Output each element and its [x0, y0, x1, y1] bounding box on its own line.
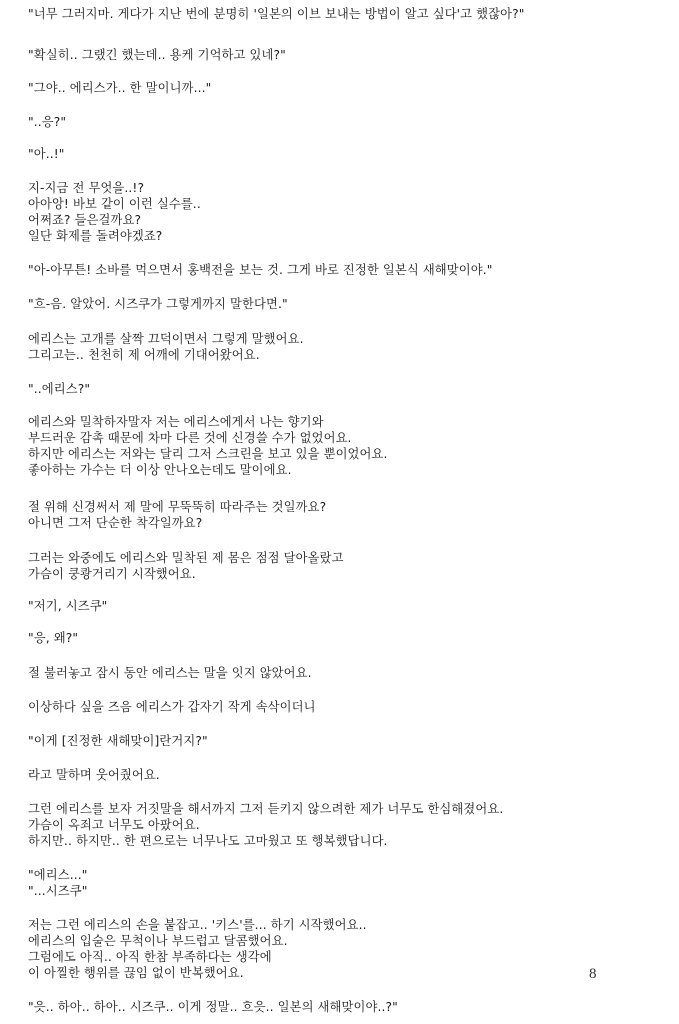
paragraph	[28, 262, 493, 278]
text-line: "이게 [진정한 새해맞이]란거지?"	[28, 734, 208, 748]
text-line: 절 위해 신경써서 제 말에 무뚝뚝히 따라주는 것일까요?	[28, 500, 327, 514]
text-line: "응, 왜?"	[28, 631, 79, 645]
text-line: "..응?"	[28, 115, 67, 129]
text-line: 어쩌죠? 들은걸까요?	[28, 213, 142, 227]
text-line: "흐-음. 알았어. 시즈쿠가 그렇게까지 말한다면."	[28, 297, 288, 311]
paragraph	[28, 867, 87, 899]
paragraph	[28, 630, 78, 646]
text-line: 저는 그런 에리스의 손을 붙잡고.. '키스'를... 하기 시작했어요..	[28, 918, 367, 932]
text-line: 이상하다 싶을 즈음 에리스가 갑자기 작게 속삭이더니	[28, 700, 316, 714]
text-line: 하지만.. 하지만.. 한 편으로는 너무나도 고마웠고 또 행복했답니다.	[28, 834, 388, 848]
paragraph	[28, 801, 503, 849]
paragraph	[28, 499, 326, 531]
paragraph	[28, 114, 66, 130]
paragraph	[28, 917, 367, 981]
paragraph	[28, 999, 398, 1015]
text-line: "읏.. 하아.. 하아.. 시즈쿠.. 이게 정말.. 흐읏.. 일본의 새해맞이야..?"	[28, 1000, 398, 1014]
paragraph	[28, 331, 304, 363]
text-line: "에리스..."	[28, 868, 88, 882]
text-line: 그럼에도 아직.. 아직 한참 부족하다는 생각에	[28, 950, 272, 964]
text-line: 하지만 에리스는 저와는 달리 그저 스크린을 보고 있을 뿐이었어요.	[28, 447, 388, 461]
page-number: 8	[589, 966, 597, 982]
paragraph	[28, 296, 288, 312]
text-line: "아..!"	[28, 147, 65, 161]
text-line: "확실히.. 그랬긴 했는데.. 용케 기억하고 있네?"	[28, 48, 286, 62]
paragraph	[28, 146, 65, 162]
paragraph	[28, 6, 524, 22]
text-line: 아아앙! 바보 같이 이런 실수를..	[28, 197, 201, 211]
text-line: 일단 화제를 돌려야겠죠?	[28, 229, 163, 243]
text-line: 아니면 그저 단순한 착각일까요?	[28, 516, 203, 530]
text-line: 좋아하는 가수는 더 이상 안나오는데도 말이에요.	[28, 463, 292, 477]
text-line: "..에리스?"	[28, 382, 91, 396]
text-line: 이 아찔한 행위를 끊임 없이 반복했어요.	[28, 966, 244, 980]
paragraph	[28, 665, 312, 681]
paragraph	[28, 598, 107, 614]
paragraph	[28, 414, 388, 478]
paragraph	[28, 767, 160, 783]
text-line: 지-지금 전 무엇을..!?	[28, 181, 145, 195]
text-line: "아-아무튼! 소바를 먹으면서 홍백전을 보는 것. 그게 바로 진정한 일본식 새해맞이야."	[28, 263, 493, 277]
text-line: 부드러운 감촉 때문에 차마 다른 것에 신경쓸 수가 없었어요.	[28, 431, 352, 445]
paragraph	[28, 699, 316, 715]
paragraph	[28, 381, 90, 397]
text-line: 그런 에리스를 보자 거짓말을 해서까지 그저 듣키지 않으려한 제가 너무도 한심해졌어요.	[28, 802, 504, 816]
paragraph	[28, 80, 211, 96]
paragraph	[28, 47, 286, 63]
text-line: 그러는 와중에도 에리스와 밀착된 제 몸은 점점 달아올랐고	[28, 551, 344, 565]
paragraph	[28, 550, 344, 582]
text-line: "그야.. 에리스가.. 한 말이니까..."	[28, 81, 212, 95]
text-line: 그리고는.. 천천히 제 어깨에 기대어왔어요.	[28, 348, 260, 362]
text-line: 에리스는 고개를 살짝 끄덕이면서 그렇게 말했어요.	[28, 332, 304, 346]
text-line: 절 불러놓고 잠시 동안 에리스는 말을 잇지 않았어요.	[28, 666, 312, 680]
text-line: "저기, 시즈쿠"	[28, 599, 108, 613]
text-line: "...시즈쿠"	[28, 884, 88, 898]
text-line: 가슴이 쿵쾅거리기 시작했어요.	[28, 567, 196, 581]
paragraph	[28, 180, 201, 244]
text-line: 에리스의 입술은 무척이나 부드럽고 달콤했어요.	[28, 934, 288, 948]
text-line: 에리스와 밀착하자말자 저는 에리스에게서 나는 향기와	[28, 415, 324, 429]
text-line: 가슴이 옥죄고 너무도 아팠어요.	[28, 818, 200, 832]
paragraph	[28, 733, 208, 749]
text-line: 라고 말하며 웃어줬어요.	[28, 768, 160, 782]
text-line: "너무 그러지마. 게다가 지난 번에 분명히 '일본의 이브 보내는 방법이 알고 싶다'고 했잖아?"	[28, 7, 525, 21]
